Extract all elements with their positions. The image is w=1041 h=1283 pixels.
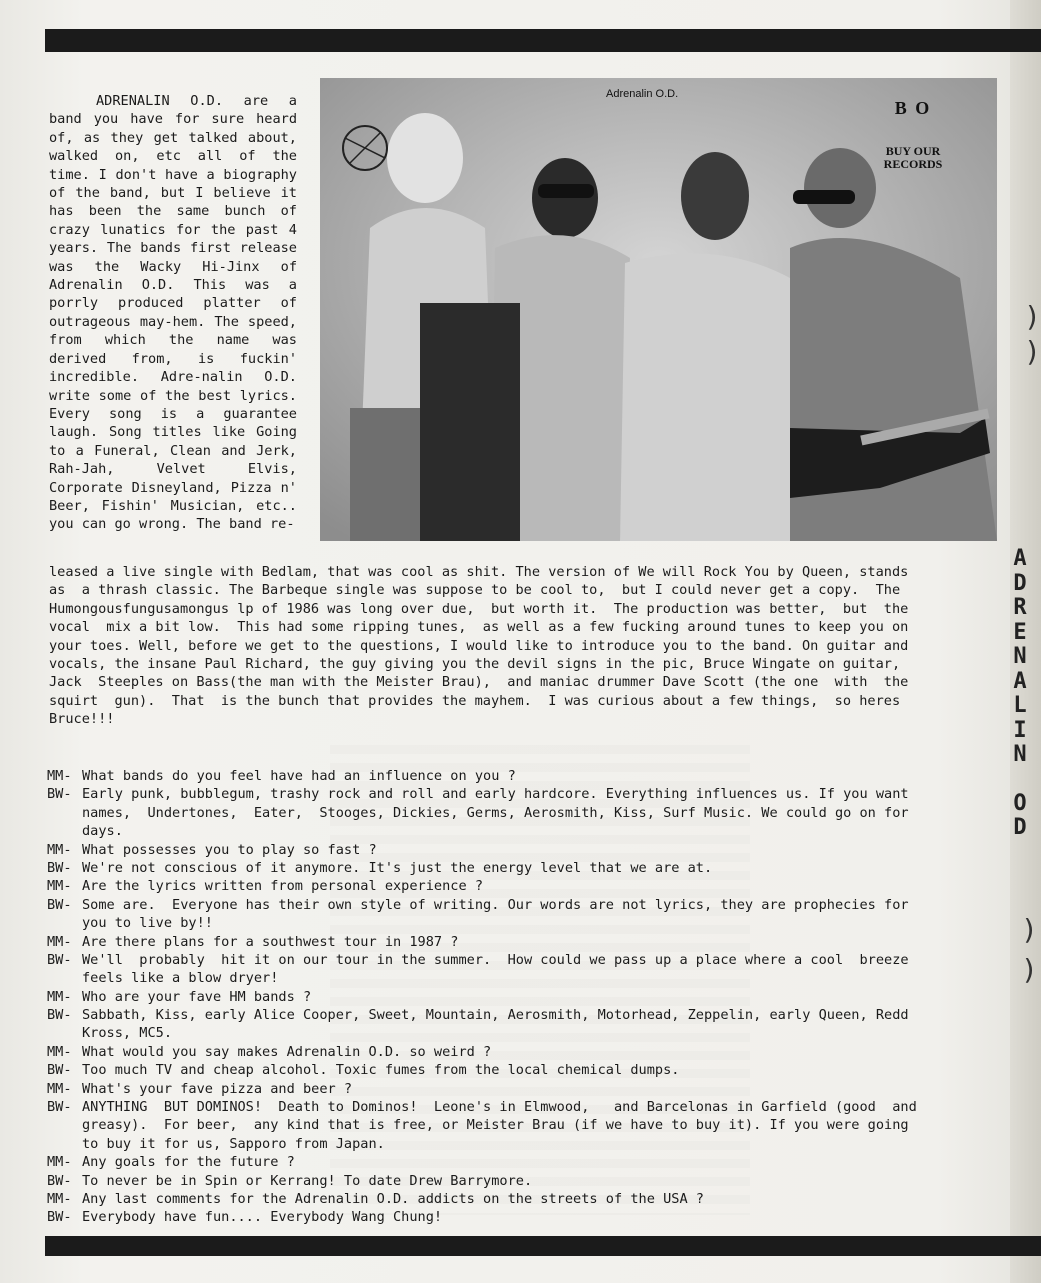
top-rule bbox=[45, 29, 1041, 52]
side-title-letter: A bbox=[1013, 546, 1027, 571]
speaker-indent bbox=[47, 914, 82, 932]
label-logo bbox=[873, 98, 953, 196]
intro-line: leased a live single with Bedlam, that was cool as shit. The version of We will Rock You by Queen, stands bbox=[49, 564, 909, 580]
speaker-tag: MM- bbox=[47, 1043, 72, 1060]
intro-paragraph-text: ADRENALIN O.D. are a band you have for sure heard of, as they get talked about, walked on, etc all of the time. I don't have a biography of the band, but I believe it has been the same bunch of crazy lunatics for the past 4 years. The bands first release was the Wacky Hi-Jinx of Adrenalin O.D. This was a porrly produced platter of outrageous may-hem. The speed, from which the name was derived from, is fuckin' incredible. Adre-nalin O.D. write some of the best lyrics. Every song is a guarantee laugh. Song titles like Going to a Funeral, Clean and Jerk, Rah-Jah, Velvet Elvis, Corporate Disneyland, Pizza n' Beer, Fishin' Musician, etc.. you can go wrong. The band re- bbox=[49, 93, 297, 533]
interview-text: Early punk, bubblegum, trashy rock and roll and early hardcore. Everything influences us. If you want bbox=[82, 786, 909, 803]
interview-text: What would you say makes Adrenalin O.D. so weird ? bbox=[82, 1043, 492, 1060]
speaker-tag: MM- bbox=[47, 841, 72, 858]
margin-mark: ) bbox=[1021, 953, 1038, 986]
answer-line bbox=[47, 1116, 982, 1134]
answer-line bbox=[47, 1006, 982, 1024]
interview-text: you to live by!! bbox=[82, 915, 213, 932]
side-title-letter: N bbox=[1013, 644, 1027, 669]
interview-text: Who are your fave HM bands ? bbox=[82, 988, 312, 1005]
logo-text: BUY OUR RECORDS bbox=[883, 144, 943, 171]
intro-paragraph-continued bbox=[49, 563, 975, 729]
answer-line bbox=[47, 969, 982, 987]
interview-text: Some are. Everyone has their own style of writing. Our words are not lyrics, they are prophecies for bbox=[82, 896, 909, 913]
speaker-tag: BW- bbox=[47, 951, 72, 968]
interview-text: What possesses you to play so fast ? bbox=[82, 841, 377, 858]
speaker-tag: BW- bbox=[47, 1172, 72, 1189]
intro-line: Jack Steeples on Bass(the man with the Meister Brau), and maniac drummer Dave Scott (the one with the bbox=[49, 674, 909, 691]
band-photo bbox=[320, 78, 997, 541]
speaker-tag: BW- bbox=[47, 1007, 72, 1024]
speaker-tag: BW- bbox=[47, 786, 72, 803]
answer-line bbox=[47, 1208, 982, 1226]
question-line bbox=[47, 933, 982, 951]
interview-text: days. bbox=[82, 823, 123, 840]
speaker-indent bbox=[47, 822, 82, 840]
speaker-tag: BW- bbox=[47, 896, 72, 913]
speaker-tag: BW- bbox=[47, 1062, 72, 1079]
logo-letters: B O bbox=[894, 98, 932, 118]
interview-text: What's your fave pizza and beer ? bbox=[82, 1080, 353, 1097]
bottom-rule bbox=[45, 1236, 1041, 1256]
side-title-letter: D bbox=[1013, 570, 1027, 596]
speaker-tag: MM- bbox=[47, 933, 72, 950]
answer-line bbox=[47, 896, 982, 914]
photo-caption: Adrenalin O.D. bbox=[606, 88, 679, 100]
answer-line bbox=[47, 1135, 982, 1153]
question-line bbox=[47, 1190, 982, 1208]
interview-text: feels like a blow dryer! bbox=[82, 970, 279, 987]
margin-mark: ) bbox=[1024, 335, 1041, 368]
answer-line bbox=[47, 1172, 982, 1190]
interview-text: names, Undertones, Eater, Stooges, Dickies, Germs, Aerosmith, Kiss, Surf Music. We could go on for bbox=[82, 804, 909, 821]
interview bbox=[47, 767, 982, 1227]
side-title-letter: A bbox=[1013, 668, 1027, 694]
speaker-tag: MM- bbox=[47, 1190, 72, 1207]
side-title-letter: N bbox=[1013, 742, 1027, 767]
interview-text: What bands do you feel have had an influence on you ? bbox=[82, 768, 516, 784]
speaker-tag: MM- bbox=[47, 878, 72, 895]
answer-line bbox=[47, 785, 982, 803]
side-title-letter: I bbox=[1013, 717, 1027, 743]
interview-text: Too much TV and cheap alcohol. Toxic fumes from the local chemical dumps. bbox=[82, 1062, 680, 1079]
intro-line: vocals, the insane Paul Richard, the guy giving you the devil signs in the pic, Bruce Wingate on guitar, bbox=[49, 656, 901, 673]
question-line bbox=[47, 877, 982, 895]
side-title-letter: L bbox=[1013, 693, 1027, 718]
interview-text: We'll probably hit it on our tour in the summer. How could we pass up a place where a cool breeze bbox=[82, 951, 909, 968]
interview-text: Are the lyrics written from personal experience ? bbox=[82, 878, 484, 895]
side-title-gap bbox=[1003, 768, 1037, 792]
intro-line: squirt gun). That is the bunch that provides the mayhem. I was curious about a few things, so heres bbox=[49, 692, 901, 709]
interview-text: We're not conscious of it anymore. It's just the energy level that we are at. bbox=[82, 859, 713, 876]
question-line bbox=[47, 841, 982, 859]
intro-line: vocal mix a bit low. This had some ripping tunes, as well as a few fucking around tunes to keep you on bbox=[49, 619, 909, 636]
interview-text: Kross, MC5. bbox=[82, 1025, 173, 1042]
answer-line bbox=[47, 804, 982, 822]
speaker-tag: MM- bbox=[47, 988, 72, 1005]
speaker-indent bbox=[47, 804, 82, 822]
interview-text: Any goals for the future ? bbox=[82, 1154, 295, 1171]
interview-text: greasy). For beer, any kind that is free, or Meister Brau (if we have to buy it). If you were going bbox=[82, 1117, 909, 1134]
question-line bbox=[47, 1043, 982, 1061]
answer-line bbox=[47, 1098, 982, 1116]
speaker-indent bbox=[47, 1024, 82, 1042]
speaker-tag: MM- bbox=[47, 1080, 72, 1097]
answer-line bbox=[47, 951, 982, 969]
interview-text: Any last comments for the Adrenalin O.D. addicts on the streets of the USA ? bbox=[82, 1190, 704, 1207]
question-line bbox=[47, 767, 982, 785]
question-line bbox=[47, 988, 982, 1006]
answer-line bbox=[47, 822, 982, 840]
intro-line: your toes. Well, before we get to the questions, I would like to introduce you to the band. On guitar and bbox=[49, 637, 909, 654]
intro-line: Bruce!!! bbox=[49, 711, 115, 728]
margin-mark: ) bbox=[1024, 300, 1041, 333]
answer-line bbox=[47, 859, 982, 877]
interview-text: Everybody have fun.... Everybody Wang Chung! bbox=[82, 1209, 443, 1226]
speaker-tag: BW- bbox=[47, 1209, 72, 1226]
interview-text: Sabbath, Kiss, early Alice Cooper, Sweet, Mountain, Aerosmith, Motorhead, Zeppelin, early Queen, Redd bbox=[82, 1007, 909, 1024]
side-title-letter: E bbox=[1013, 619, 1027, 645]
intro-line: Humongousfungusamongus lp of 1986 was long over due, but worth it. The production was better, but the bbox=[49, 600, 909, 617]
side-title-letter: O bbox=[1013, 790, 1027, 816]
margin-mark: ) bbox=[1021, 913, 1038, 946]
speaker-tag: BW- bbox=[47, 1099, 72, 1116]
interview-text: to buy it for us, Sapporo from Japan. bbox=[82, 1135, 385, 1152]
interview-text: ANYTHING BUT DOMINOS! Death to Dominos! Leone's in Elmwood, and Barcelonas in Garfield (good and bbox=[82, 1099, 917, 1116]
speaker-tag: MM- bbox=[47, 1154, 72, 1171]
intro-line: as a thrash classic. The Barbeque single was suppose to be cool to, but I could never get a copy. The bbox=[49, 582, 901, 599]
speaker-indent bbox=[47, 969, 82, 987]
question-line bbox=[47, 1080, 982, 1098]
speaker-indent bbox=[47, 1116, 82, 1134]
answer-line bbox=[47, 1024, 982, 1042]
side-title-letter: D bbox=[1013, 815, 1027, 840]
interview-text: To never be in Spin or Kerrang! To date Drew Barrymore. bbox=[82, 1172, 533, 1189]
intro-paragraph-column bbox=[49, 92, 297, 534]
speaker-indent bbox=[47, 1135, 82, 1153]
speaker-tag: MM- bbox=[47, 768, 72, 784]
question-line bbox=[47, 1153, 982, 1171]
answer-line bbox=[47, 914, 982, 932]
side-title bbox=[1003, 547, 1037, 841]
answer-line bbox=[47, 1061, 982, 1079]
interview-text: Are there plans for a southwest tour in 1987 ? bbox=[82, 933, 459, 950]
side-title-letter: R bbox=[1013, 595, 1027, 620]
speaker-tag: BW- bbox=[47, 859, 72, 876]
